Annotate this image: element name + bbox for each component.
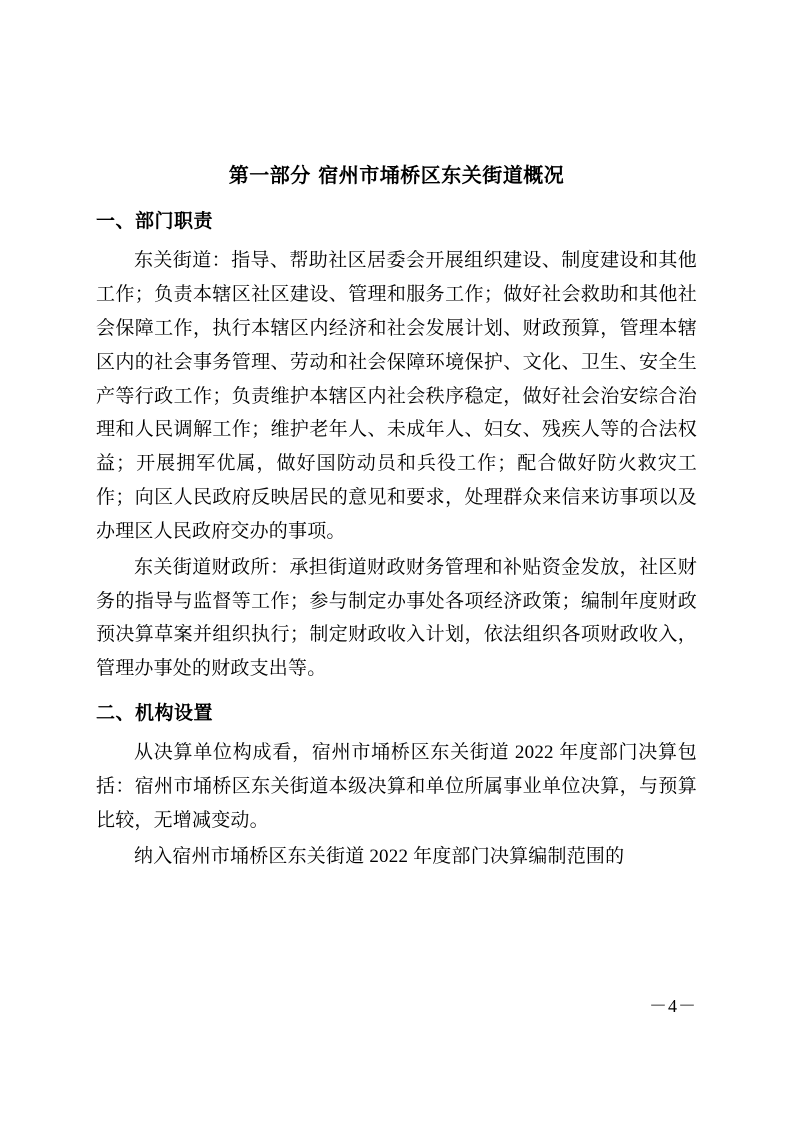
paragraph: 东关街道财政所：承担街道财政财务管理和补贴资金发放，社区财务的指导与监督等工作；参与制定办事处各项经济政策；编制年度财政预决算草案并组织执行；制定财政收入计划，依法组织各项财政收入，管理办事处的财政支出等。 [96,556,697,680]
page-title: 第一部分 宿州市埇桥区东关街道概况 [228,163,565,187]
section-heading-duties: 一、部门职责 [96,210,214,232]
paragraph: 东关街道：指导、帮助社区居委会开展组织建设、制度建设和其他工作；负责本辖区社区建设、管理和服务工作；做好社会救助和其他社会保障工作，执行本辖区内经济和社会发展计划、财政预算，管理本辖区内的社会事务管理、劳动和社会保障环境保护、文化、卫生、安全生产等行政工作；负责维护本辖区内社会秩序稳定，做好社会治安综合治理和人民调解工作；维护老年人、未成年人、妇女、残疾人等的合法权益；开展拥军优属，做好国防动员和兵役工作；配合做好防火救灾工作；向区人民政府反映居民的意见和要求，处理群众来信来访事项以及办理区人民政府交办的事项。 [96,250,697,542]
paragraph: 从决算单位构成看，宿州市埇桥区东关街道 2022 年度部门决算包括：宿州市埇桥区东关街道本级决算和单位所属事业单位决算，与预算比较，无增减变动。 [96,742,697,831]
page-number: －4－ [649,996,697,1016]
section-heading-organization: 二、机构设置 [96,701,214,724]
paragraph: 纳入宿州市埇桥区东关街道 2022 年度部门决算编制范围的 [134,845,625,867]
